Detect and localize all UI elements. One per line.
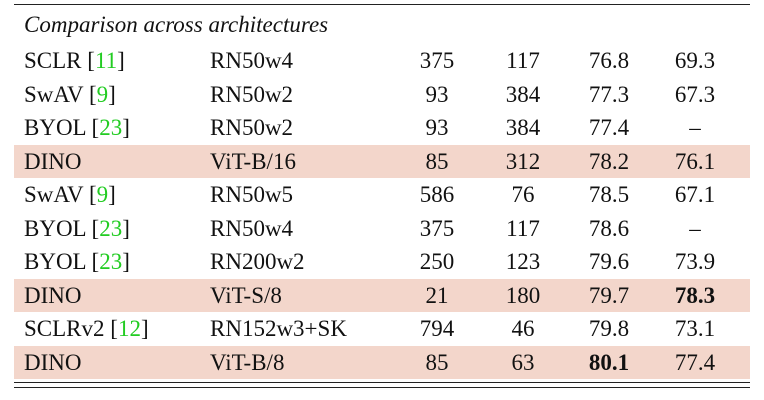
knn-acc-cell: 77.4: [674, 349, 716, 375]
table-row: [14, 145, 750, 179]
results-table: [14, 0, 750, 394]
citation-link[interactable]: 9: [96, 81, 109, 107]
table-row: [14, 245, 750, 279]
architecture-cell: RN50w5: [210, 182, 294, 207]
method-name: SwAV: [24, 81, 84, 107]
citation-wrap: [9]: [83, 81, 116, 107]
method-cell: [24, 44, 125, 78]
citation-link[interactable]: 23: [99, 249, 123, 274]
method-name: DINO: [24, 148, 82, 174]
bottom-rule: [14, 382, 750, 383]
throughput-cell: 384: [505, 81, 541, 107]
throughput-cell: 76: [511, 182, 535, 207]
knn-acc-cell: 73.1: [674, 316, 716, 341]
throughput-cell: 46: [511, 316, 535, 341]
method-cell: [24, 145, 82, 179]
table-row: [14, 44, 750, 78]
citation-wrap: [23]: [85, 249, 130, 274]
citation-link[interactable]: 23: [99, 115, 123, 140]
knn-acc-cell: 67.1: [674, 182, 716, 207]
params-cell: 250: [419, 249, 455, 274]
table-row: [14, 312, 750, 346]
architecture-cell: ViT-B/16: [210, 148, 296, 174]
linear-acc-cell: 77.3: [588, 81, 630, 107]
linear-acc-cell: 80.1: [588, 349, 630, 375]
throughput-cell: 384: [505, 115, 541, 140]
method-cell: [24, 346, 82, 380]
architecture-cell: RN50w4: [210, 48, 294, 73]
params-cell: 93: [425, 81, 449, 107]
method-name: BYOL: [24, 115, 86, 140]
throughput-cell: 180: [505, 282, 541, 308]
linear-acc-cell: 78.2: [588, 148, 630, 174]
params-cell: 21: [425, 282, 449, 308]
table-row: [14, 78, 750, 112]
bottom-rule-double: [14, 387, 750, 388]
table-body: [14, 44, 750, 379]
linear-acc-cell: 79.6: [588, 249, 630, 274]
params-cell: 85: [425, 148, 449, 174]
knn-acc-cell: 67.3: [674, 81, 716, 107]
citation-link[interactable]: 9: [96, 182, 109, 207]
params-cell: 93: [425, 115, 449, 140]
method-name: SCLRv2: [24, 316, 105, 341]
method-cell: [24, 178, 116, 212]
method-name: DINO: [24, 349, 82, 375]
architecture-cell: RN50w2: [210, 115, 294, 140]
linear-acc-cell: 79.7: [588, 282, 630, 308]
table-row: [14, 178, 750, 212]
method-name: DINO: [24, 282, 82, 308]
architecture-cell: ViT-S/8: [210, 282, 282, 308]
linear-acc-cell: 76.8: [588, 48, 630, 73]
linear-acc-cell: 78.5: [588, 182, 630, 207]
linear-acc-cell: 79.8: [588, 316, 630, 341]
method-name: BYOL: [24, 249, 86, 274]
params-cell: 375: [419, 215, 455, 241]
params-cell: 375: [419, 48, 455, 73]
top-rule: [14, 4, 750, 5]
table-row: [14, 279, 750, 313]
method-cell: [24, 245, 130, 279]
linear-acc-cell: 78.6: [588, 215, 630, 241]
citation-wrap: [9]: [83, 182, 116, 207]
method-cell: [24, 312, 149, 346]
knn-acc-cell: 78.3: [674, 282, 716, 308]
citation-link[interactable]: 23: [99, 215, 123, 241]
citation-wrap: [12]: [104, 316, 149, 341]
knn-acc-cell: –: [689, 215, 701, 241]
method-cell: [24, 78, 116, 112]
params-cell: 794: [419, 316, 455, 341]
knn-acc-cell: 73.9: [674, 249, 716, 274]
knn-acc-cell: 76.1: [674, 148, 716, 174]
citation-wrap: [23]: [85, 115, 130, 140]
throughput-cell: 117: [506, 48, 540, 73]
method-name: BYOL: [24, 215, 86, 241]
table-row: [14, 212, 750, 246]
linear-acc-cell: 77.4: [588, 115, 630, 140]
citation-wrap: [11]: [81, 48, 125, 73]
citation-wrap: [23]: [85, 215, 130, 241]
params-cell: 85: [425, 349, 449, 375]
architecture-cell: RN152w3+SK: [210, 316, 347, 341]
throughput-cell: 123: [505, 249, 541, 274]
architecture-cell: RN200w2: [210, 249, 305, 274]
method-cell: [24, 279, 82, 313]
throughput-cell: 312: [505, 148, 541, 174]
knn-acc-cell: –: [689, 115, 701, 140]
citation-link[interactable]: 11: [94, 48, 118, 73]
throughput-cell: 63: [511, 349, 535, 375]
method-cell: [24, 111, 130, 145]
method-name: SwAV: [24, 182, 84, 207]
architecture-cell: RN50w4: [210, 215, 294, 241]
knn-acc-cell: 69.3: [674, 48, 716, 73]
citation-link[interactable]: 12: [117, 316, 141, 341]
throughput-cell: 117: [506, 215, 540, 241]
method-name: SCLR: [24, 48, 82, 73]
method-cell: [24, 212, 130, 246]
table-row: [14, 346, 750, 380]
table-row: [14, 111, 750, 145]
section-title: Comparison across architectures: [24, 12, 329, 37]
architecture-cell: ViT-B/8: [210, 349, 285, 375]
architecture-cell: RN50w2: [210, 81, 294, 107]
params-cell: 586: [419, 182, 455, 207]
